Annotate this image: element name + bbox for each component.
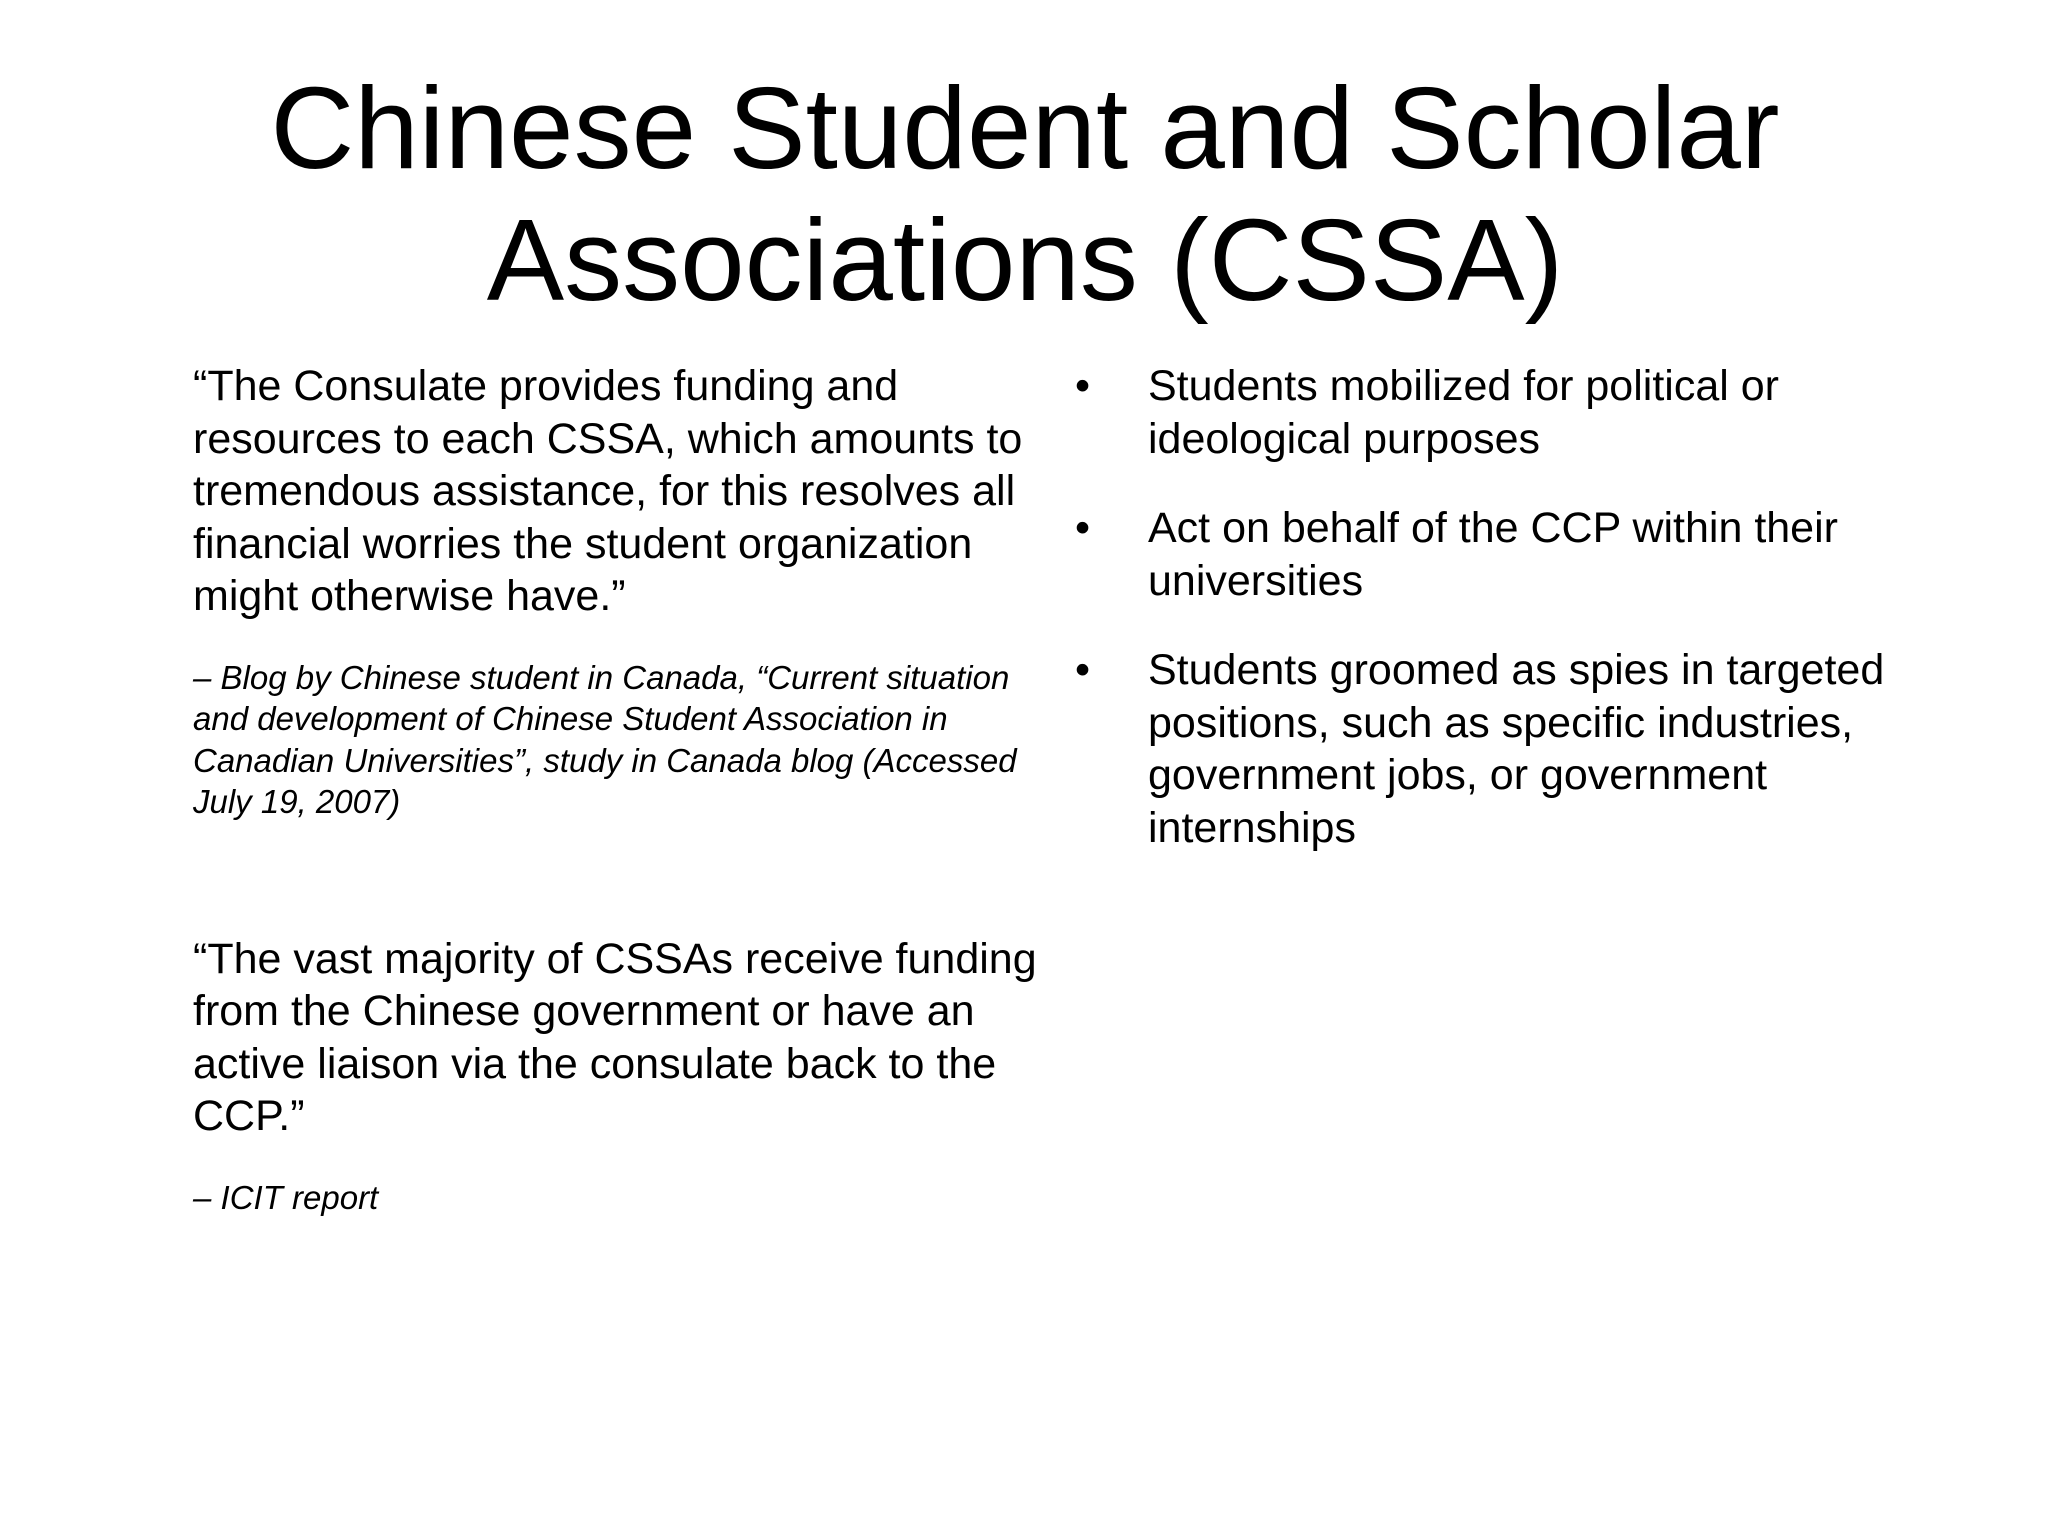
quotes-column xyxy=(193,360,1043,1218)
bullet-icon: • xyxy=(1075,646,1091,694)
bullet-item-act-for-ccp xyxy=(1075,502,1975,607)
bullet-text: Students groomed as spies in targeted positions, such as specific industries, government jobs, or government internships xyxy=(1148,646,1885,852)
bullet-text: Act on behalf of the CCP within their universities xyxy=(1148,504,1838,605)
bullet-icon: • xyxy=(1075,504,1091,552)
bullets-column xyxy=(1075,360,1975,891)
bullet-icon: • xyxy=(1075,362,1091,410)
bullet-list xyxy=(1075,360,1975,854)
slide-title: Chinese Student and Scholar Associations (CSSA) xyxy=(270,63,1780,325)
citation-icit-report: – ICIT report xyxy=(193,1178,379,1216)
quote-cssa-funding: “The vast majority of CSSAs receive funding from the Chinese government or have an active liaison via the consulate back to the CCP.” xyxy=(193,934,1037,1140)
citation-blog: – Blog by Chinese student in Canada, “Current situation and development of Chinese Student Association in Canadian Universities”, study in Canada blog (Accessed July 19, 2007) xyxy=(193,658,1017,820)
quote-consulate-funding: “The Consulate provides funding and resources to each CSSA, which amounts to tremendous assistance, for this resolves all financial worries the student organization might otherwise have.” xyxy=(193,362,1023,620)
bullet-item-political-mobilization xyxy=(1075,360,1975,465)
bullet-item-groomed-as-spies xyxy=(1075,644,1975,854)
bullet-text: Students mobilized for political or ideological purposes xyxy=(1148,362,1779,463)
